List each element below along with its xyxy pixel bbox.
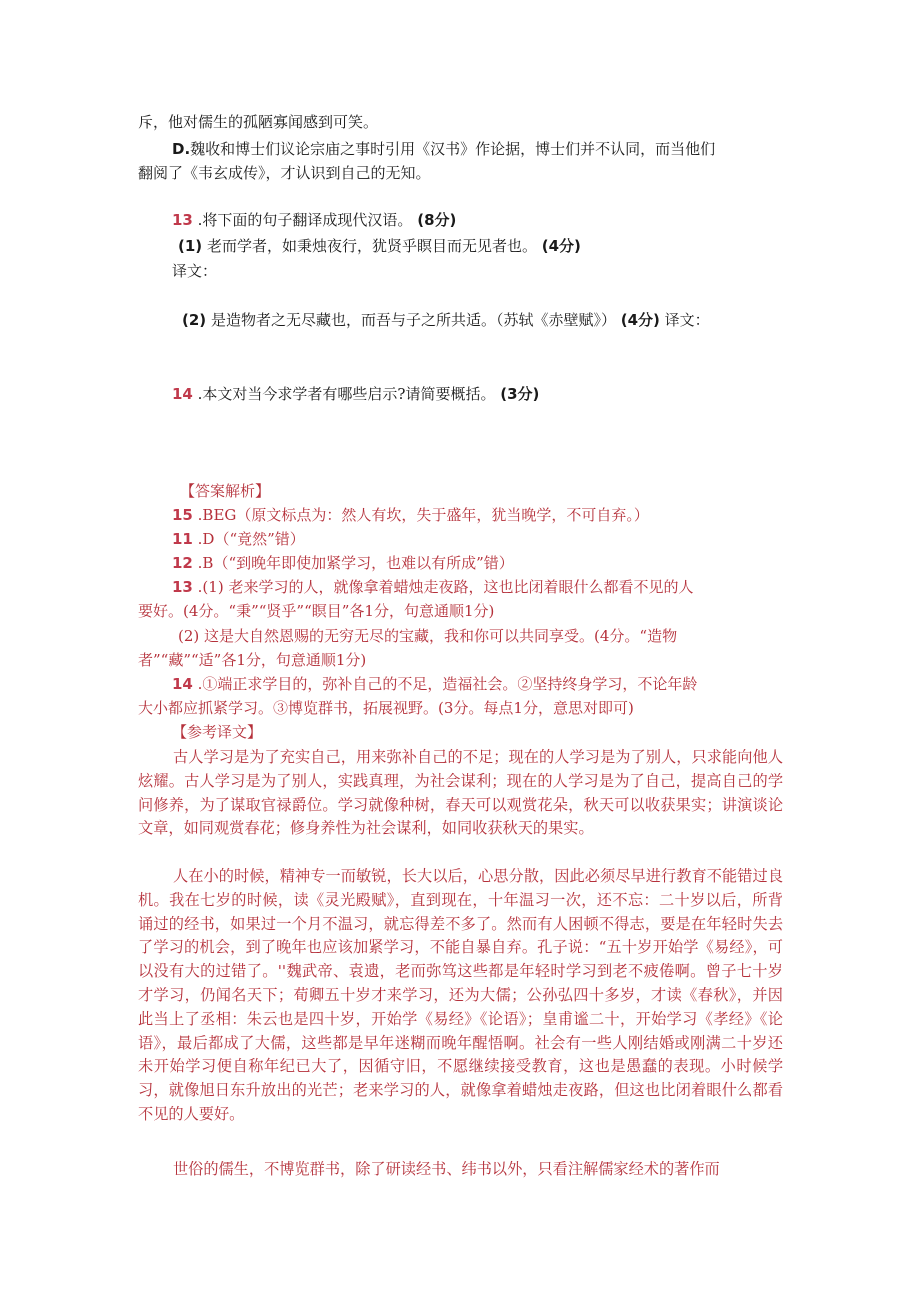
sentence-2-label: (2) <box>182 311 207 329</box>
answer-14-number: 14 <box>172 675 193 693</box>
question-14-score: (3分) <box>500 385 540 403</box>
question-13-sentence-2 <box>182 310 710 330</box>
answer-13-line2: 要好。(4分。“秉”“贤乎”“瞑目”各1分，句意通顺1分) <box>138 602 495 620</box>
question-13-title: .将下面的句子翻译成现代汉语。 <box>197 211 413 229</box>
answer-13-line3: (2) 这是大自然恩赐的无穷无尽的宝藏，我和你可以共同享受。(4分。“造物 <box>178 627 678 645</box>
answer-13-line4: 者”“藏”“适”各1分，句意通顺1分) <box>138 651 367 669</box>
answer-14-line2: 大小都应抓紧学习。③博览群书，拓展视野。(3分。每点1分，意思对即可) <box>138 699 634 717</box>
question-13-sentence-1 <box>178 236 581 256</box>
answer-13-line1 <box>172 577 693 597</box>
question-13-score: (8分) <box>417 211 457 229</box>
question-14-number: 14 <box>172 385 193 403</box>
answer-12-number: 12 <box>172 554 193 572</box>
answer-12 <box>172 553 514 573</box>
question-13 <box>172 210 456 230</box>
answer-11-number: 11 <box>172 530 193 548</box>
answer-14-text1: .①端正求学目的，弥补自己的不足，造福社会。②坚持终身学习，不论年龄 <box>197 675 698 693</box>
answer-13-text1: .(1) 老来学习的人，就像拿着蜡烛走夜路，这也比闭着眼什么都看不见的人 <box>197 578 694 596</box>
answer-11 <box>172 529 305 549</box>
question-13-number: 13 <box>172 211 193 229</box>
sentence-1-label: (1) <box>178 237 203 255</box>
translation-paragraph-1: 古人学习是为了充实自己，用来弥补自己的不足；现在的人学习是为了别人，只求能向他人炫耀。古人学习是为了别人，实践真理，为社会谋利；现在的人学习是为了自己，提高自己的学问修养，为了谋取官禄爵位。学习就像种树，春天可以观赏花朵，秋天可以收获果实；讲演谈论文章，如同观赏春花；修身养性为社会谋利，如同收获秋天的果实。 <box>138 748 783 838</box>
translation-paragraph-2: 人在小的时候，精神专一而敏锐，长大以后，心思分散，因此必须尽早进行教育不能错过良机。我在七岁的时候，读《灵光殿赋》，直到现在，十年温习一次，还不忘：二十岁以后，所背诵过的经书，如果过一个月不温习，就忘得差不多了。然而有人困顿不得志，要是在年轻时失去了学习的机会，到了晚年也应该加紧学习，不能自暴自弃。孔子说：“五十岁开始学《易经》，可以没有大的过错了。''魏武帝、袁遗，老而弥笃这些都是年轻时学习到老不疲倦啊。曾子七十岁才学习，仍闻名天下；荀卿五十岁才来学习，还为大儒；公孙弘四十多岁，才读《春秋》，并因此当上了丞相：朱云也是四十岁，开始学《易经》《论语》；皇甫谧二十，开始学习《孝经》《论语》，最后都成了大儒，这些都是早年迷糊而晚年醒悟啊。社会有一些人刚结婚或刚满二十岁还未开始学习便自称年纪已大了，因循守旧，不愿继续接受教育，这也是愚蠢的表现。小时候学习，就像旭日东升放出的光芒；老来学习的人，就像拿着蜡烛走夜路，但这也比闭着眼什么都看不见的人要好。 <box>138 867 783 1123</box>
answer-12-text: .B（“到晚年即使加紧学习，也难以有所成”错） <box>197 554 514 572</box>
continuation-line: 斥，他对儒生的孤陋寡闻感到可笑。 <box>138 113 379 131</box>
answer-15 <box>172 505 649 525</box>
answer-15-text: .BEG（原文标点为：然人有坎，失于盛年，犹当晚学，不可自弃。） <box>197 506 649 524</box>
question-14-title: .本文对当今求学者有哪些启示?请简要概括。 <box>197 385 496 403</box>
option-d-line2: 翻阅了《韦玄成传》，才认识到自己的无知。 <box>138 164 431 182</box>
translation-label-1: 译文： <box>172 262 218 280</box>
answer-14-line1 <box>172 674 697 694</box>
translation-paragraph-3: 世俗的儒生，不博览群书，除了研读经书、纬书以外，只看注解儒家经术的著作而 <box>172 1160 720 1178</box>
option-d-line1 <box>172 139 715 159</box>
translation-label-2: 译文： <box>664 311 710 329</box>
answer-11-text: .D（“竟然”错） <box>197 530 305 548</box>
option-d-text1: 魏收和博士们议论宗庙之事时引用《汉书》作论据，博士们并不认同，而当他们 <box>190 140 716 158</box>
answer-heading: 【答案解析】 <box>180 482 271 500</box>
translation-heading: 【参考译文】 <box>172 723 263 741</box>
question-14 <box>172 384 539 404</box>
sentence-1-text: 老而学者，如秉烛夜行，犹贤乎瞑目而无见者也。 <box>206 237 537 255</box>
sentence-1-score: (4分) <box>541 237 581 255</box>
answer-15-number: 15 <box>172 506 193 524</box>
sentence-2-score: (4分) <box>620 311 660 329</box>
answer-13-number: 13 <box>172 578 193 596</box>
option-d-label: D. <box>172 140 191 158</box>
sentence-2-text: 是造物者之无尽藏也，而吾与子之所共适。（苏轼《赤壁赋》） <box>210 311 616 329</box>
